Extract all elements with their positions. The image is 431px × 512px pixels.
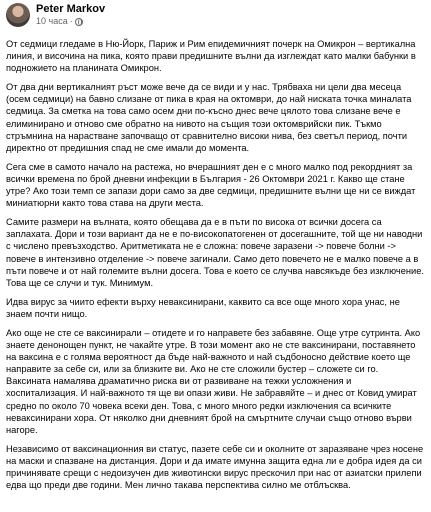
- post-paragraph: Сега сме в самото начало на растежа, но вчерашният ден е с много малко под рекордният за всички времена по брой дневни инфекции в България - 26 Октомври 2021 г. Какво ще стане утре? Ако този темп се запази дори само за две седмици, предишните вълни ще ни се виждат миниатюрни както това става на други места.: [6, 161, 416, 209]
- globe-icon: [75, 18, 83, 26]
- post-time[interactable]: 10 часа: [36, 16, 68, 26]
- post-paragraph: От седмици гледаме в Ню-Йорк, Париж и Рим епидемичният почерк на Омикрон – вертикална линия, и височина на пика, която прави предишните вълни да изглеждат като малки бабунки в подножието на планината Омикрон.: [6, 39, 416, 74]
- post-paragraph: Самите размери на вълната, която обещава да е в пъти по висока от всички досега са заплахата. Дори и този вариант да не е по-високопатогенен от досегашните, той ще ни наводни с числено превъзходство. Аритметиката не е сложна: повече заразени -> повече болни -> повече в интензивно отделение -> повече загинали. Само дето повечето не е малко повече а в пъти повече и от най големите вълни досега. Това е което се случва навсякъде без изключение. Това ще се случи и тук. Минимум.: [6, 217, 424, 288]
- author-name[interactable]: Peter Markov: [36, 3, 106, 15]
- post-paragraph: Ако още не сте се ваксинирали – отидете и го направете без забавяне. Още утре сутринта. Ако знаете денонощен пункт, не чакайте утре. В този момент ако не сте ваксинирани, поставянето на ваксина е с голяма вероятност да бъде най-важното и най съдбоносно действие което ще направите за себе си, или за близките ви. Ако не сте сложили бустер – сложете си го. Ваксината намалява драматично риска ви от развиване на тежки усложнения и хоспитализация. И най-важното тя ще ви опази живи. Не забравяйте – и днес от Ковид умират средно по около 70 човека всеки ден. Това, с много много редки изключения са всичките неваксинирани хора. От няколко дни дневният брой на смъртните случаи също отново върви нагоре.: [6, 327, 421, 435]
- post-header: [6, 3, 431, 27]
- post-meta: [36, 16, 83, 27]
- post-body: [6, 38, 425, 498]
- post-paragraph: От два дни вертикалният ръст може вече да се види и у нас. Трябваха ни цели два месеца (осем седмици) на бавно слизане от пика в края на октомври, до най ниската точка миналата седмица. За сметка на това само осем дни по-късно днес вече цялото това слизане вече е елиминирано и отново сме обратно на нивото на същия този октомврийски пик. Тъкмо стръмнина на нарастване започващо от сравнително високи нива, без светъл период, почти директно от предишния спад не сме имали до момента.: [6, 82, 412, 153]
- meta-separator: ·: [69, 16, 73, 26]
- post-paragraph: Независимо от ваксинационния ви статус, пазете себе си и околните от заразяване чрез носене на маски и спазване на дистанция. Дори и да имате имунна защита една ли е добра идея да си причинявате срещи с недоизучен див животински вирус прескочил при нас от азиатски прилепи едва що преди две години. Мен лично такава перспектива силно ме отблъсква.: [6, 443, 424, 491]
- post-paragraph: Идва вирус за чиито ефекти върху неваксинирани, каквито са все още много хора унас, не знаем почти нищо.: [6, 296, 400, 319]
- avatar[interactable]: [6, 3, 30, 27]
